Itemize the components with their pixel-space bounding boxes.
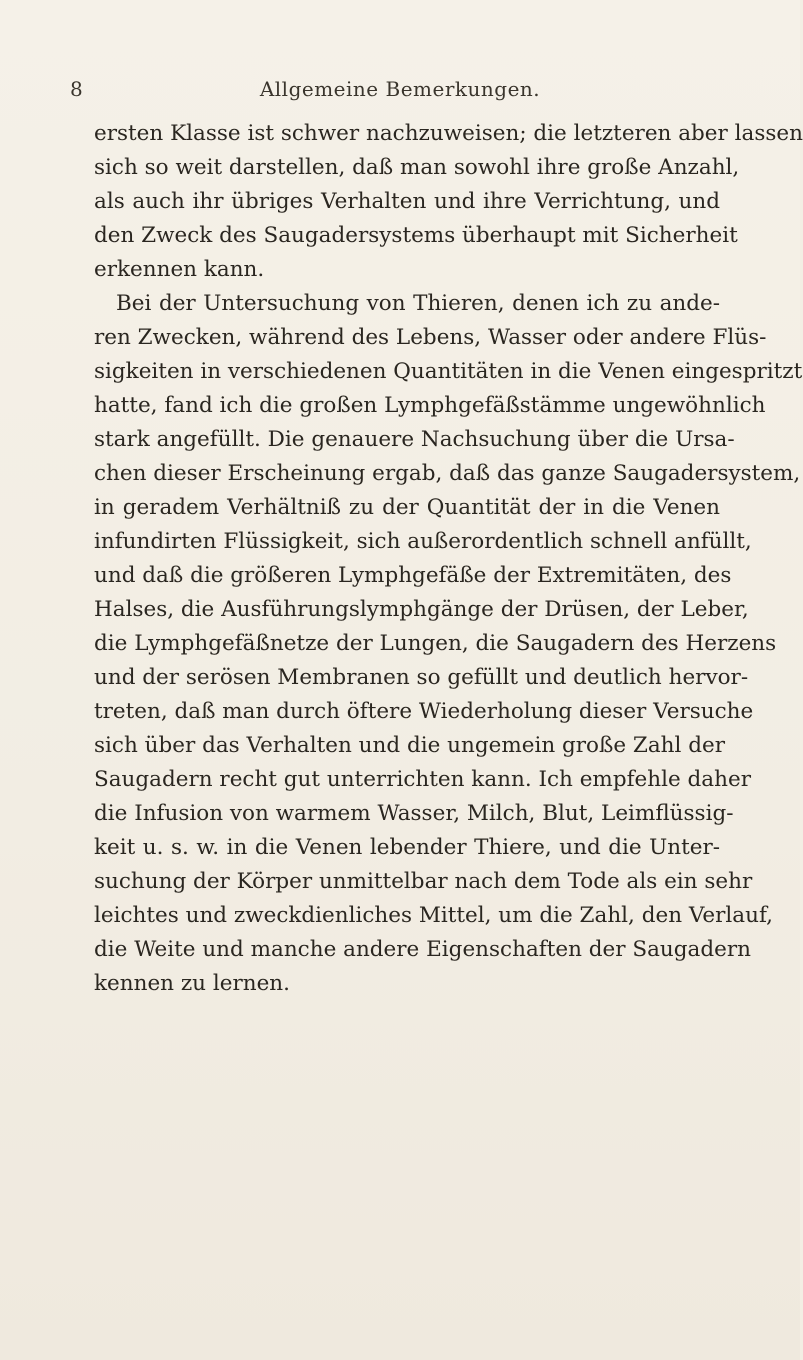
text-line: sigkeiten in verschiedenen Quantitäten in die Venen eingespritzt [94, 359, 803, 384]
text-line: den Zweck des Saugadersystems überhaupt mit Sicherheit [94, 223, 738, 248]
text-line: Bei der Untersuchung von Thieren, denen ich zu ande- [116, 291, 720, 316]
text-line: erkennen kann. [94, 257, 265, 282]
running-head [70, 74, 730, 104]
text-line: kennen zu lernen. [94, 971, 290, 996]
text-line: die Weite und manche andere Eigenschaften der Saugadern [94, 937, 751, 962]
text-line: und der serösen Membranen so gefüllt und deutlich hervor- [94, 665, 749, 690]
text-line: suchung der Körper unmittelbar nach dem Tode als ein sehr [94, 869, 753, 894]
text-line: die Infusion von warmem Wasser, Milch, Blut, Leimflüssig- [94, 801, 734, 826]
text-line: sich über das Verhalten und die ungemein große Zahl der [94, 733, 725, 758]
text-line: chen dieser Erscheinung ergab, daß das ganze Saugadersystem, [94, 461, 801, 486]
text-line: Halses, die Ausführungslymphgänge der Drüsen, der Leber, [94, 597, 749, 622]
text-line: Saugadern recht gut unterrichten kann. Ich empfehle daher [94, 767, 751, 792]
text-line: als auch ihr übriges Verhalten und ihre Verrichtung, und [94, 189, 720, 214]
text-line: ersten Klasse ist schwer nachzuweisen; die letzteren aber lassen [94, 121, 803, 146]
page-number: 8 [70, 77, 83, 101]
text-line: leichtes und zweckdienliches Mittel, um die Zahl, den Verlauf, [94, 903, 773, 928]
text-line: hatte, fand ich die großen Lymphgefäßstämme ungewöhnlich [94, 393, 766, 418]
text-line: und daß die größeren Lymphgefäße der Extremitäten, des [94, 563, 732, 588]
body-text [94, 117, 803, 1001]
text-line: treten, daß man durch öftere Wiederholung dieser Versuche [94, 699, 754, 724]
text-line: keit u. s. w. in die Venen lebender Thiere, und die Unter- [94, 835, 720, 860]
text-line: stark angefüllt. Die genauere Nachsuchung über die Ursa- [94, 427, 735, 452]
text-line: infundirten Flüssigkeit, sich außerordentlich schnell anfüllt, [94, 529, 752, 554]
running-head-title: Allgemeine Bemerkungen. [259, 77, 541, 101]
text-line: in geradem Verhältniß zu der Quantität der in die Venen [94, 495, 720, 520]
text-line: die Lymphgefäßnetze der Lungen, die Saugadern des Herzens [94, 631, 777, 656]
text-line: sich so weit darstellen, daß man sowohl ihre große Anzahl, [94, 155, 740, 180]
text-line: ren Zwecken, während des Lebens, Wasser oder andere Flüs- [94, 325, 767, 350]
